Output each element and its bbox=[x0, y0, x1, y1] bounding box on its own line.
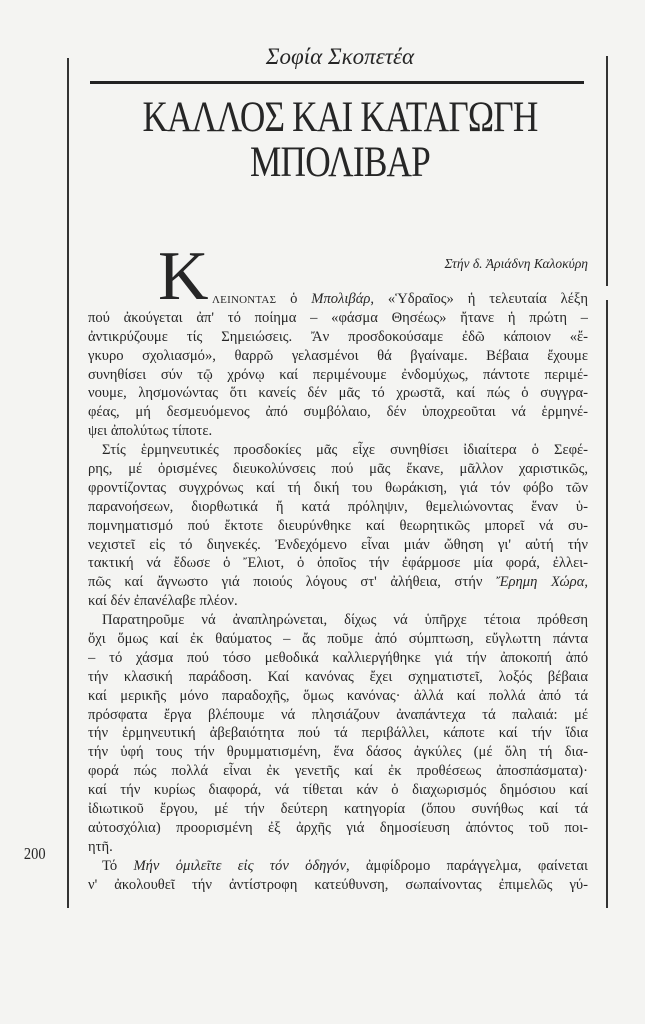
text-line bbox=[88, 781, 588, 800]
text-segment: συνηθίσει σύν τῷ χρόνῳ καί περιμένουμε ἐνδομύχως, πάντοτε περιμέ- bbox=[88, 366, 588, 383]
text-segment: ὄχι ὅμως καί ἐκ θαύματος – ἄς ποῦμε ἀπό σύμπτωση, εὔγλωττη πάντα bbox=[88, 631, 588, 648]
text-line bbox=[88, 498, 588, 517]
right-margin-line-top bbox=[606, 56, 608, 286]
dedication: Στήν δ. Ἀριάδνη Καλοκύρη bbox=[444, 256, 588, 271]
text-segment: , ἀμφίδρομο παράγγελμα, φαίνεται bbox=[345, 857, 588, 874]
text-segment: πρόσφατα ἔργα βλέπουμε νά πλησιάζουν ἀναπάντεχα τά παλαιά: μέ bbox=[88, 706, 588, 723]
text-line bbox=[88, 422, 588, 441]
small-caps-text: ΛΕΙΝΟΝΤΑΣ bbox=[212, 294, 277, 306]
text-line bbox=[88, 554, 588, 573]
text-line bbox=[88, 611, 588, 630]
author-name: Σοφία Σκοπετέα bbox=[265, 44, 415, 69]
text-line bbox=[88, 687, 588, 706]
page-number: 200 bbox=[23, 844, 46, 863]
text-line bbox=[88, 724, 588, 743]
text-line bbox=[88, 592, 588, 611]
text-line bbox=[88, 517, 588, 536]
text-segment: ἀντικρύζουμε τίς Σημειώσεις. Ἄν προσδοκούσαμε ἐδῶ κάποιον «ἔ- bbox=[88, 328, 588, 345]
text-segment: νεχιστεῖ εἰς τό διηνεκές. Ἐνδεχόμενο εἶναι μιάν ὤθηση γι' αὐτή τήν bbox=[88, 536, 588, 553]
text-line bbox=[88, 366, 588, 385]
italic-title-text: Μήν ὁμιλεῖτε εἰς τόν ὁδηγόν bbox=[133, 857, 346, 874]
text-segment: καί μερικῆς μόνο παραδοχῆς, ὅμως κανόνας· ἀλλά καί πολλά ἀπό τά bbox=[88, 687, 588, 704]
text-line bbox=[88, 479, 588, 498]
text-line bbox=[88, 743, 588, 762]
left-margin-line bbox=[67, 58, 69, 908]
text-line bbox=[88, 328, 588, 347]
text-line bbox=[88, 876, 588, 895]
article-title-line-1: ΚΑΛΛΟΣ ΚΑΙ ΚΑΤΑΓΩΓΗ bbox=[142, 94, 538, 141]
text-line bbox=[88, 309, 588, 328]
text-segment: ρης, μέ ὁρισμένες διευκολύνσεις πού μᾶς ἔκανε, μᾶλλον χαριστικῶς, bbox=[88, 461, 588, 478]
text-line bbox=[88, 800, 588, 819]
article-title-line-2: ΜΠΟΛΙΒΑΡ bbox=[250, 139, 430, 186]
text-line bbox=[88, 441, 588, 460]
article-body bbox=[88, 290, 588, 895]
text-segment: Παρατηροῦμε νά ἀναπληρώνεται, δίχως νά ὑπῆρχε τέτοια πρόθεση bbox=[102, 612, 588, 629]
text-line bbox=[88, 384, 588, 403]
text-segment: τακτική νά ἔδωσε ὁ Ἔλιοτ, ὁ ὁποῖος τήν ἐφάρμοσε μία φορά, ἐλλει- bbox=[88, 555, 588, 572]
header-rule bbox=[90, 81, 584, 84]
text-segment: φροντίζοντας συγχρόνως καί τή δική του θωράκιση, γιά τόν φόβο τῶν bbox=[88, 479, 588, 496]
text-line bbox=[88, 668, 588, 687]
text-line bbox=[88, 649, 588, 668]
italic-title-text: Ἔρημη Χώρα bbox=[496, 574, 585, 591]
text-segment: τήν ὑφή τους τήν θρυμματισμένη, ἕνα δάσος ἀγκύλες (μέ ὅλη τή δια- bbox=[88, 744, 588, 761]
text-line bbox=[88, 573, 588, 592]
text-line bbox=[88, 838, 588, 857]
text-segment: Στίς ἑρμηνευτικές προσδοκίες μᾶς εἶχε συνηθίσει ἰδιαίτερα ὁ Σεφέ- bbox=[102, 442, 588, 459]
text-segment: νουμε, λησμονώντας ὅτι κανείς δέν μᾶς τό χρωστᾶ, καί πώς ὁ συγγρα- bbox=[88, 385, 588, 402]
text-segment: – τό χάσμα πού τόσο μεθοδικά καλλιεργήθηκε γιά τήν ἀποκοπή ἀπό bbox=[88, 649, 588, 666]
text-segment: γκυρο σχολιασμό», θαρρῶ γελασμένοι θά βγαίναμε. Βέβαια ἔχουμε bbox=[88, 347, 588, 364]
text-line bbox=[88, 536, 588, 555]
text-line bbox=[88, 290, 588, 309]
text-segment: ητῆ. bbox=[88, 838, 113, 855]
text-segment: φέας, μή δεσμευόμενος ἀπό συμβόλαιο, δέν ὑποχρεοῦται νά ἑρμηνέ- bbox=[88, 404, 588, 421]
drop-cap: Κ bbox=[158, 238, 209, 315]
text-segment: ψει ἀπολύτως τίποτε. bbox=[88, 423, 213, 440]
text-line bbox=[88, 403, 588, 422]
text-segment: παρανοήσεων, διορθωτικά ἤ κατά πρόληψιν, θεμελιώνοντας ἕναν ὑ- bbox=[88, 498, 588, 515]
text-segment: Τό bbox=[102, 857, 134, 874]
text-segment: πομνηματισμό πού ἔκτοτε διευρύνθηκε καί θεωρητικῶς μπορεῖ νά συ- bbox=[88, 517, 588, 534]
italic-title-text: Μπολιβάρ bbox=[311, 291, 371, 307]
text-line bbox=[88, 762, 588, 781]
text-segment: καί δέν ἐπανέλαβε πλέον. bbox=[88, 593, 238, 610]
text-segment: τήν ἑρμηνευτική ἀβεβαιότητα πού τά περιβάλλει, κάποτε καί τήν ἴδια bbox=[88, 725, 588, 742]
text-segment: πῶς καί ἄγνωστο γιά ποιούς λόγους στ' ἀλήθεια, στήν bbox=[88, 574, 497, 591]
text-segment: ν' ἀκολουθεῖ τήν ἀντίστροφη κατεύθυνση, σωπαίνοντας ἐπιμελῶς γύ- bbox=[88, 876, 588, 893]
text-line bbox=[88, 460, 588, 479]
text-line bbox=[88, 630, 588, 649]
text-segment: πού ἀκούγεται ἀπ' τό ποίημα – «φάσμα Θησέως» ἤτανε ἡ πρώτη – bbox=[88, 309, 588, 326]
text-segment: , bbox=[584, 574, 588, 591]
text-line bbox=[88, 819, 588, 838]
text-segment: ἰδιωτικοῦ ἔργου, μέ τήν δεύτερη κατηγορία (ὅπου συνήθως καί τά bbox=[88, 801, 588, 818]
text-line bbox=[88, 857, 588, 876]
text-line bbox=[88, 706, 588, 725]
text-segment: αὐτοσχόλια) προορισμένη ἐξ ἀρχῆς γιά δημοσίευση ἀπόντος τοῦ ποι- bbox=[88, 819, 588, 836]
text-segment: ὁ bbox=[276, 291, 312, 307]
text-line bbox=[88, 347, 588, 366]
text-segment: τήν κλασική παράδοση. Καί κανόνας ἔχει σχηματιστεῖ, λοξός βέβαια bbox=[88, 668, 588, 685]
text-segment: καί τήν κυρίως διαφορά, νά τίθεται κάν ὁ διαχωρισμός δημόσιου καί bbox=[88, 782, 588, 799]
right-margin-line-bottom bbox=[606, 300, 608, 908]
text-segment: , «Ὑδραῖος» ἡ τελευταία λέξη bbox=[370, 291, 588, 307]
text-segment: φορά πώς πολλά εἶναι ἐκ γενετῆς καί ἐκ προθέσεως ἀποσπάσματα)· bbox=[88, 763, 588, 780]
